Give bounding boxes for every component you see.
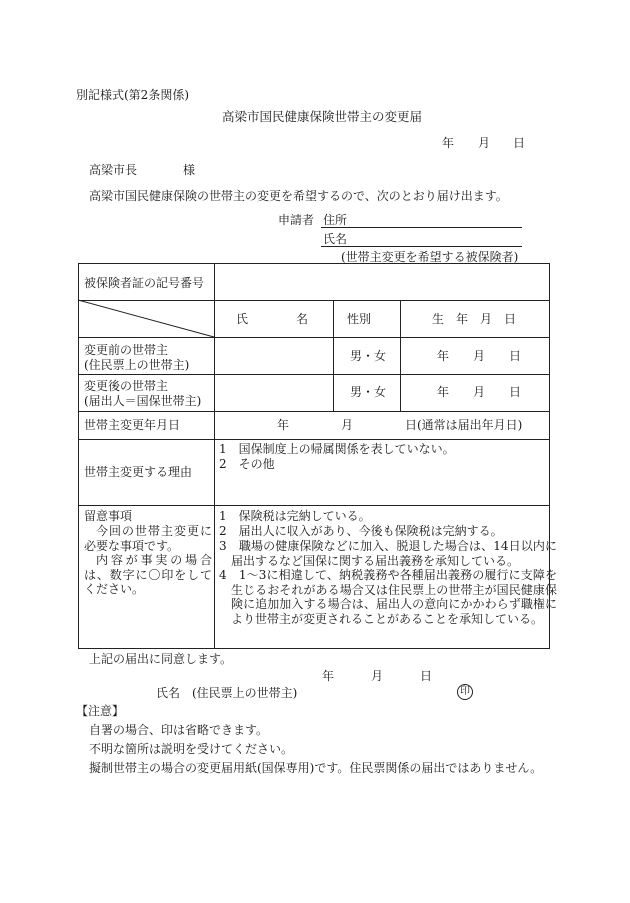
column-header-name: 氏 名 bbox=[236, 312, 309, 326]
row-after-label-line2: (届出人＝国保世帯主) bbox=[84, 394, 202, 408]
column-header-birth: 生 年 月 日 bbox=[432, 312, 517, 326]
header-date-month: 月 bbox=[478, 136, 491, 150]
row-before-name-field[interactable] bbox=[215, 338, 333, 374]
applicant-address-line[interactable] bbox=[321, 227, 522, 228]
row-before-gender[interactable]: 男・女 bbox=[350, 349, 387, 363]
change-date-day[interactable]: 日(通常は届出年月日) bbox=[405, 418, 523, 432]
intro-text: 高梁市国民健康保険の世帯主の変更を希望するので、次のとおり届け出ます。 bbox=[89, 189, 508, 203]
header-date-day: 日 bbox=[513, 136, 526, 150]
addressee-name: 高梁市長 bbox=[89, 163, 138, 177]
applicant-name-label: 氏名 bbox=[323, 232, 348, 246]
applicant-address-label: 住所 bbox=[323, 213, 348, 227]
notice-item-1[interactable]: 1 保険税は完納している。 bbox=[219, 509, 371, 523]
consent-name-label: 氏名 (住民票上の世帯主) bbox=[156, 686, 298, 700]
row-after-name-field[interactable] bbox=[215, 375, 333, 411]
row-before-label-line2: (住民票上の世帯主) bbox=[84, 358, 190, 372]
notes-item-1: 自署の場合、印は省略できます。 bbox=[89, 723, 269, 737]
applicant-name-line[interactable] bbox=[321, 246, 522, 247]
insurance-number-label: 被保険者証の記号番号 bbox=[84, 276, 205, 290]
notice-title: 留意事項 bbox=[84, 509, 133, 523]
row-before-label-line1: 変更前の世帯主 bbox=[84, 343, 169, 357]
notice-instruction: 内容が事実の場合は、数字に〇印をしてください。 bbox=[84, 553, 212, 596]
consent-seal[interactable]: 印 bbox=[457, 684, 473, 700]
row-before-birth[interactable]: 年 月 日 bbox=[437, 349, 522, 363]
form-title: 高梁市国民健康保険世帯主の変更届 bbox=[222, 109, 423, 124]
applicant-note: (世帯主変更を希望する被保険者) bbox=[341, 250, 519, 264]
header-date-year: 年 bbox=[442, 136, 455, 150]
row-after-gender[interactable]: 男・女 bbox=[350, 385, 387, 399]
row-after-birth[interactable]: 年 月 日 bbox=[437, 385, 522, 399]
change-date-label: 世帯主変更年月日 bbox=[84, 418, 181, 432]
notice-body: 今回の世帯主変更に必要な事項です。 bbox=[84, 524, 212, 553]
reason-option-2[interactable]: 2 その他 bbox=[219, 457, 275, 471]
notes-item-2: 不明な箇所は説明を受けてください。 bbox=[89, 742, 294, 756]
consent-year: 年 bbox=[322, 669, 335, 683]
addressee-honorific: 様 bbox=[183, 163, 196, 177]
reason-label: 世帯主変更する理由 bbox=[84, 465, 193, 479]
reason-option-1[interactable]: 1 国保制度上の帰属関係を表していない。 bbox=[219, 442, 455, 456]
notice-item-3[interactable]: 3 職場の健康保険などに加入、脱退した場合は、14日以内に届出するなど国保に関する届出義務を承知している。 bbox=[219, 539, 557, 568]
consent-month: 月 bbox=[371, 669, 384, 683]
row-after-label-line1: 変更後の世帯主 bbox=[84, 379, 169, 393]
consent-day: 日 bbox=[420, 669, 433, 683]
form-number: 別記様式(第2条関係) bbox=[76, 88, 189, 102]
insurance-number-field[interactable] bbox=[215, 264, 549, 300]
notice-item-4[interactable]: 4 1～3に相違して、納税義務や各種届出義務の履行に支障を生じるおそれがある場合又は住民票上の世帯主が国民健康保険に追加加入する場合は、届出人の意向にかかわらず職権により世帯主が変更されることがあることを承知している。 bbox=[219, 568, 557, 626]
notice-item-2[interactable]: 2 届出人に収入があり、今後も保険税は完納する。 bbox=[219, 524, 503, 538]
applicant-label: 申請者 bbox=[278, 213, 315, 227]
column-header-gender: 性別 bbox=[347, 312, 372, 326]
change-date-year[interactable]: 年 bbox=[277, 418, 290, 432]
consent-text: 上記の届出に同意します。 bbox=[89, 652, 233, 666]
change-date-month[interactable]: 月 bbox=[341, 418, 354, 432]
notes-item-3: 擬制世帯主の場合の変更届用紙(国保専用)です。住民票関係の届出ではありません。 bbox=[89, 761, 543, 775]
notes-title: 【注意】 bbox=[76, 704, 125, 718]
